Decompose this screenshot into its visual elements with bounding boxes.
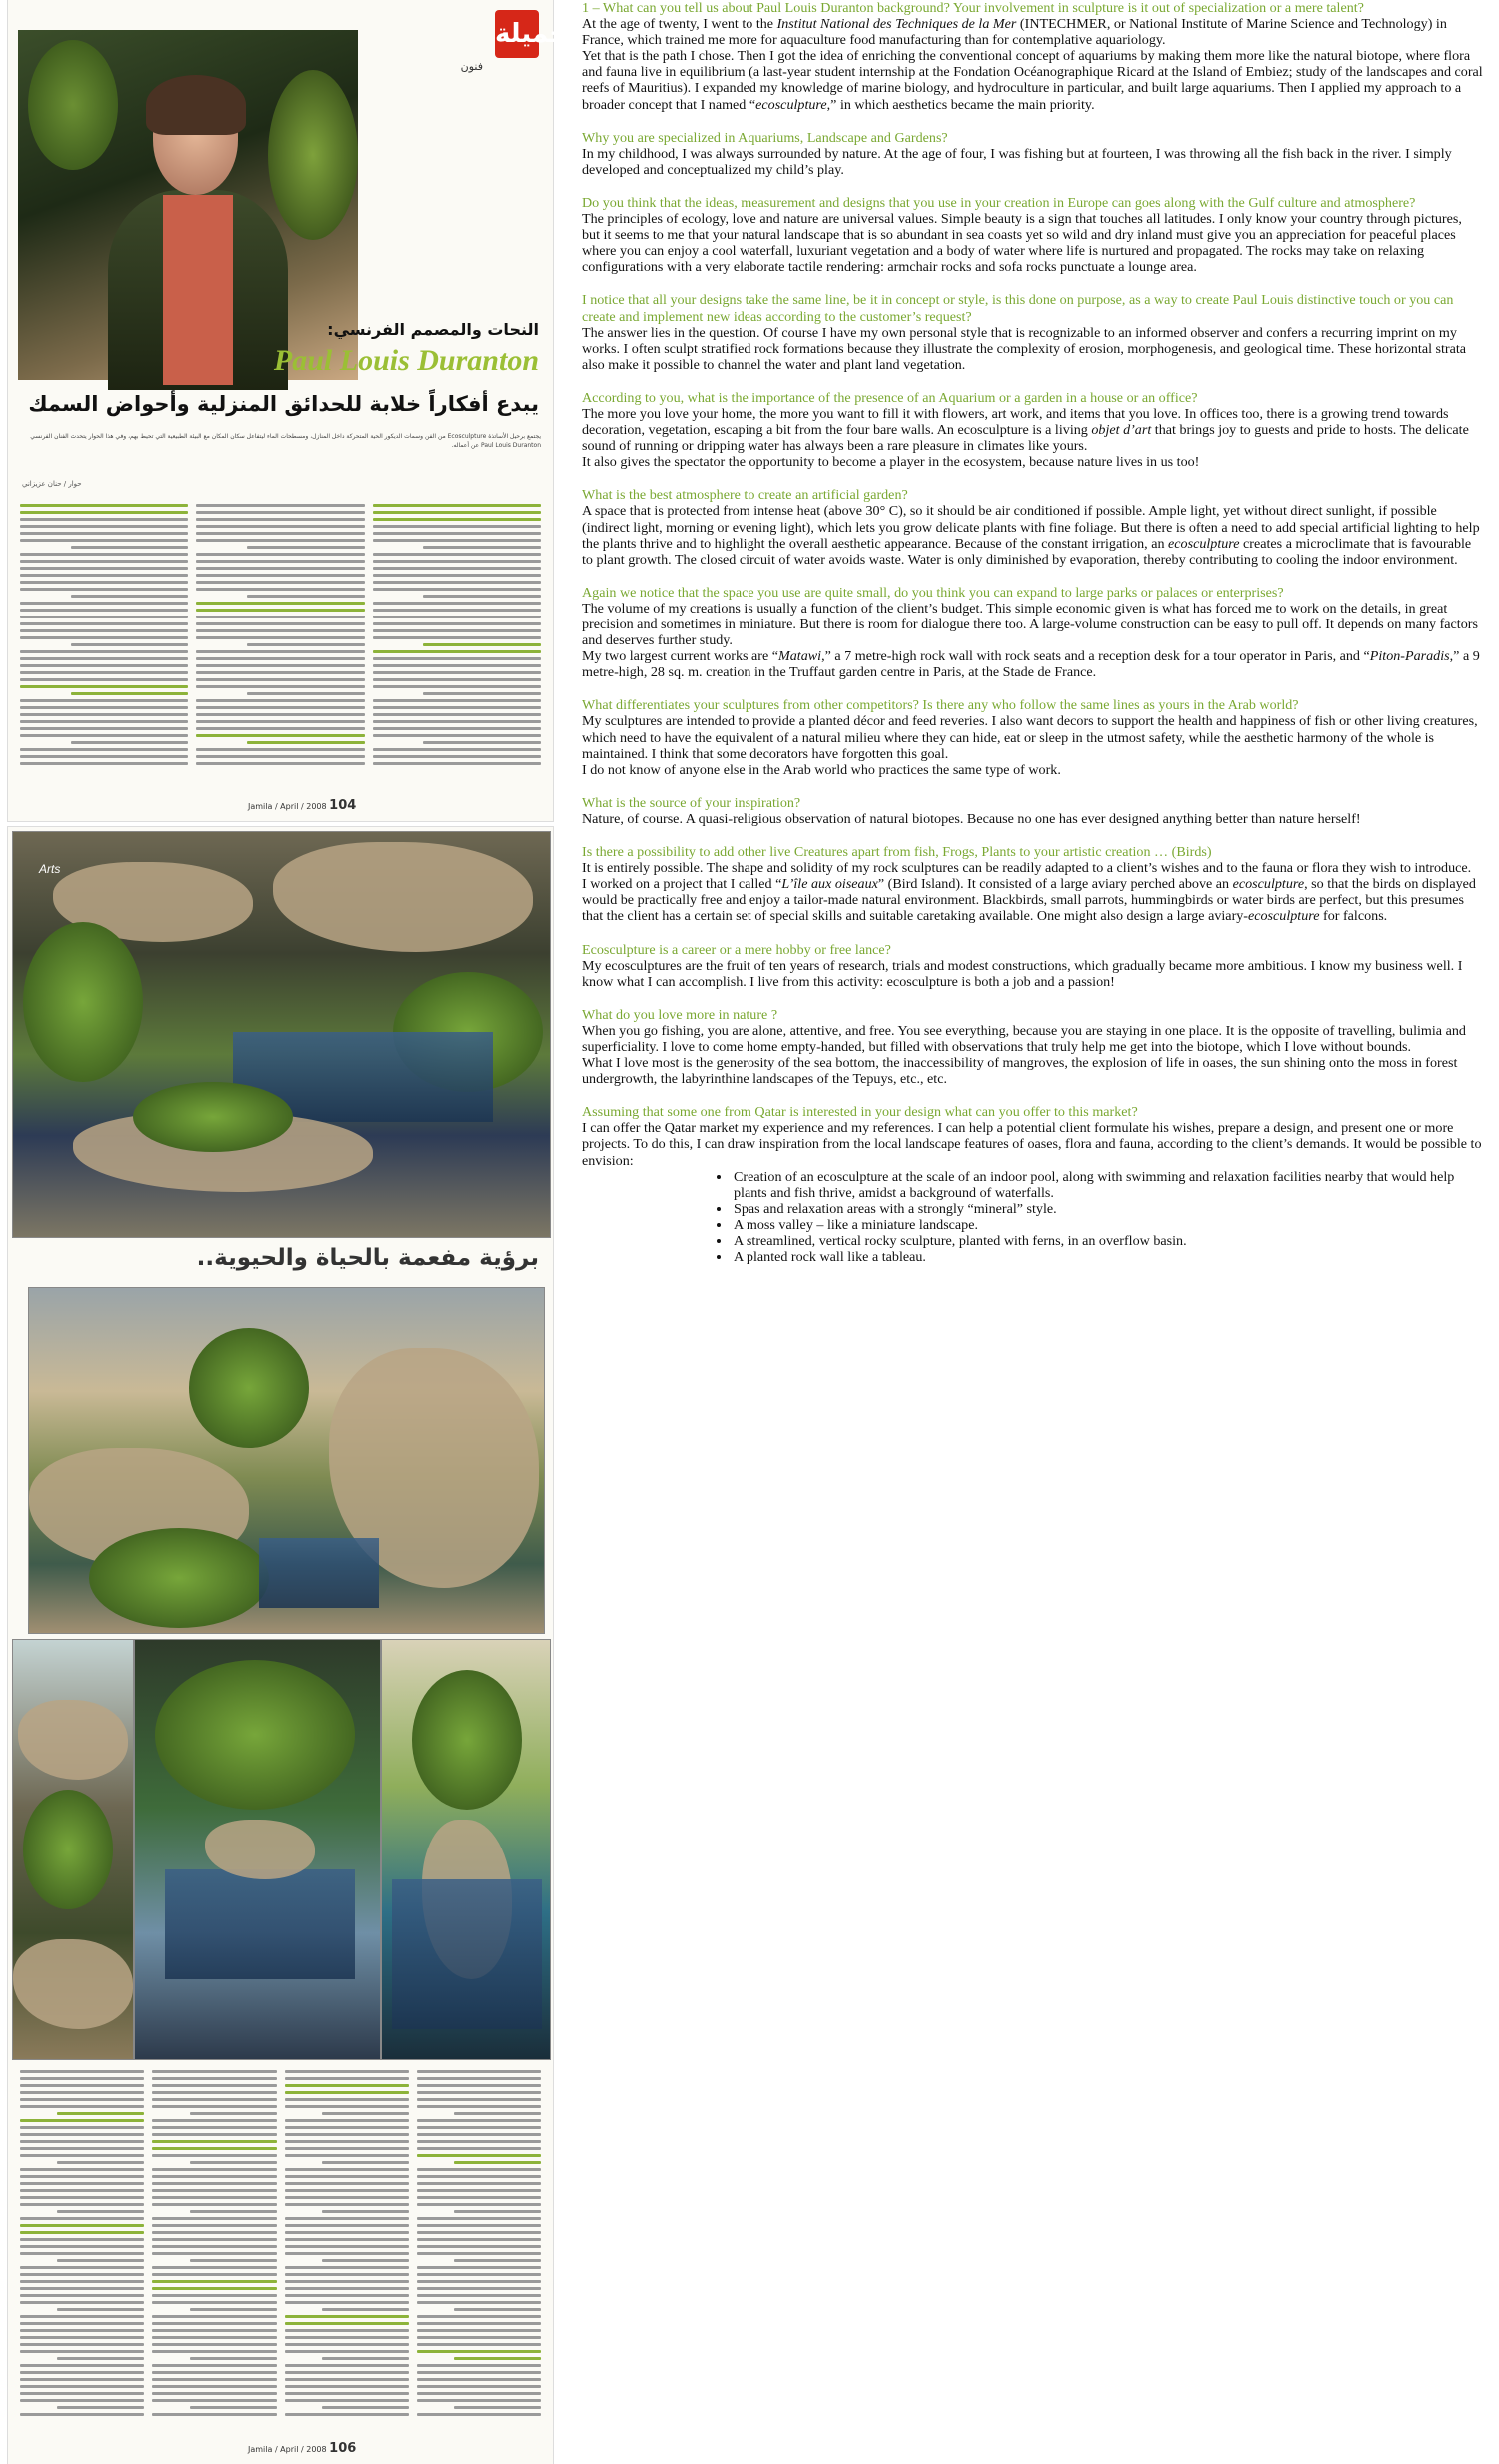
answer: [582, 406, 1483, 470]
list-item: • Creation of an ecosculpture at the scale of an indoor pool, along with swimming and relaxation facilities nearby that would help plants and fish thrive, amidst a background of waterfalls.: [732, 1169, 1483, 1201]
qa-block: [582, 795, 1483, 827]
list-item: • A moss valley – like a miniature landscape.: [732, 1217, 1483, 1233]
question: 1 – What can you tell us about Paul Louis Duranton background? Your involvement in sculpture is it out of specialization or a mere talent?: [582, 0, 1364, 16]
qa-block: [582, 585, 1483, 681]
ideas-list: [582, 1169, 1483, 1266]
page-folio-106: Jamila / April / 2008 106: [248, 2441, 357, 2456]
magazine-logo: جميلة: [495, 10, 539, 58]
answer-paragraph: When you go fishing, you are alone, attentive, and free. You see everything, because you are staying in one place. It is the opposite of travelling, bulimia and superficiality. I love to come home empty-handed, but filled with observations that truly help me get into the biotope, which I love without bounds.: [582, 1022, 1466, 1055]
question: What do you love more in nature ?: [582, 1006, 778, 1023]
qa-block: [582, 390, 1483, 470]
question: What is the best atmosphere to create an artificial garden?: [582, 487, 908, 504]
answer: [582, 713, 1483, 777]
question: Is there a possibility to add other live Creatures apart from fish, Frogs, Plants to your artistic creation … (Birds): [582, 844, 1212, 861]
qa-block: [582, 130, 1483, 178]
section-label: فنون: [460, 60, 483, 73]
question: Ecosculpture is a career or a mere hobby or free lance?: [582, 941, 891, 958]
qa-block: [582, 195, 1483, 275]
answer: [582, 601, 1483, 680]
answer-paragraph: The principles of ecology, love and nature are universal values. Simple beauty is a sign that touches all latitudes. I only know your country through pictures, but it seems to me that your natural landscape that is so abundant in sea coasts yet so wild and dry inland must give you an appreciation for peaceful places where you can enjoy a cool waterfall, luxuriant vegetation and a body of water where life is nurtured and propagated. The rocks may take on relaxing configurations with a very elaborate tactile rendering: armchair rocks and sofa rocks punctuate a lounge area.: [582, 211, 1462, 276]
answer-paragraph: What I love most is the generosity of the sea bottom, the inaccessibility of mangroves, the explosion of life in oases, the sun shining onto the moss in forest undergrowth, the labyrinthine landscapes of the Tepuys, etc., etc.: [582, 1055, 1458, 1088]
answer-paragraph: I do not know of anyone else in the Arab world who practices the same type of work.: [582, 761, 1061, 778]
answer-paragraph: Yet that is the path I chose. Then I got the idea of enriching the conventional concept of aquariums by making them more like the natural biotope, where flora and fauna live in equilibrium (a last-year student internship at the Fondation Océanographique Ricard at the Island of Embiez; study of the landscapes and coral reefs of Mauritius). I expanded my knowledge of marine biology, and hydroculture in particular, and built large aquariums. Then I applied my approach to a broader concept that I named “ecosculpture,” in which aesthetics became the main priority.: [582, 48, 1483, 113]
question: Again we notice that the space you use are quite small, do you think you can expand to large parks or palaces or enterprises?: [582, 584, 1284, 601]
question: What is the source of your inspiration?: [582, 794, 801, 811]
qa-block: [582, 1104, 1483, 1265]
answer: [582, 503, 1483, 567]
answer: [582, 811, 1483, 827]
question: Assuming that some one from Qatar is interested in your design what can you offer to this market?: [582, 1104, 1138, 1121]
page-folio-104: Jamila / April / 2008 104: [248, 798, 357, 813]
ecosculpture-photo-2: [28, 1287, 545, 1634]
interview-article: [582, 0, 1483, 1282]
qa-block: [582, 0, 1483, 113]
arabic-text-columns: [20, 500, 541, 779]
qa-block: [582, 292, 1483, 372]
ecosculpture-photo-3: [12, 1639, 134, 2060]
question: Why you are specialized in Aquariums, Landscape and Gardens?: [582, 129, 948, 146]
headline-arabic: يبدع أفكاراً خلابة للحدائق المنزلية وأحواض السمك: [28, 392, 539, 416]
answer-paragraph: It also gives the spectator the opportunity to become a player in the ecosystem, because nature lives in us too!: [582, 454, 1200, 471]
photo-caption-arabic: برؤية مفعمة بالحياة والحيوية..: [196, 1245, 539, 1271]
answer-paragraph: In my childhood, I was always surrounded by nature. At the age of four, I was fishing but at fourteen, I was throwing all the fish back in the river. I simply developed and conceptualized my child’s play.: [582, 145, 1452, 178]
list-item: • A planted rock wall like a tableau.: [732, 1249, 1483, 1265]
magazine-page-106: [8, 827, 553, 2464]
answer-paragraph: The more you love your home, the more you want to fill it with flowers, art work, and items that you love. In offices too, there is a growing trend towards decoration, vegetation, escaping a bit from the four bare walls. An ecosculpture is a living objet d’art that brings joy to guests and pride to hosts. The delicate sound of running or dripping water has always been a rare pleasure in climates like yours.: [582, 405, 1469, 455]
question: What differentiates your sculptures from other competitors? Is there any who follow the same lines as yours in the Arab world?: [582, 697, 1299, 714]
artist-name-heading: Paul Louis Duranton: [273, 344, 539, 377]
qa-block: [582, 697, 1483, 777]
arts-tag: Arts: [39, 862, 61, 876]
answer: [582, 211, 1483, 275]
answer-paragraph: My sculptures are intended to provide a planted décor and feed reveries. I also want decors to support the health and happiness of fish or other living creatures, which need to have the equivalent of a natural milieu where they can hide, eat or sleep in the utmost safety, while the aesthetic harmony of the whole is maintained. I think that some decorators have forgotten this goal.: [582, 713, 1478, 762]
ecosculpture-photo-4: [134, 1639, 381, 2060]
question: I notice that all your designs take the same line, be it in concept or style, is this done on purpose, as a way to create Paul Louis distinctive touch or you can create and implement new ideas according to the customer’s request?: [582, 292, 1454, 325]
answer: [582, 146, 1483, 178]
subtitle-arabic: النحات والمصمم الفرنسي:: [327, 320, 539, 339]
answer: [582, 1120, 1483, 1265]
magazine-scan: [0, 0, 569, 2464]
ecosculpture-photo-5: [381, 1639, 551, 2060]
magazine-page-104: [8, 0, 569, 821]
answer-paragraph: The volume of my creations is usually a function of the client’s budget. This simple economic given is what has forced me to work on the details, in great precision and sometimes in miniature. But there is room for dialogue there too. A large-volume construction can be easy to pull off. It depends on many factors and deserves further study.: [582, 600, 1478, 649]
qa-block: [582, 1007, 1483, 1087]
qa-block: [582, 487, 1483, 567]
list-item: • A streamlined, vertical rocky sculpture, planted with ferns, in an overflow basin.: [732, 1233, 1483, 1249]
answer-paragraph: It is entirely possible. The shape and solidity of my rock sculptures can be readily adapted to a client’s wishes and to the fauna or flora they wish to introduce.: [582, 860, 1472, 877]
answer: [582, 325, 1483, 373]
qa-block: [582, 942, 1483, 990]
answer-paragraph: At the age of twenty, I went to the Institut National des Techniques de la Mer (INTECHMER, or National Institute of Marine Science and Technology) in France, which trained me more for aquaculture food manufacturing than for contemplative aquariology.: [582, 16, 1447, 49]
question: Do you think that the ideas, measurement and designs that you use in your creation in Europe can goes along with the Gulf culture and atmosphere?: [582, 194, 1416, 211]
arabic-text-columns-lower: [20, 2066, 541, 2436]
answer: [582, 1023, 1483, 1087]
portrait-photo: [18, 30, 358, 380]
answer-paragraph: A space that is protected from intense heat (above 30° C), so it should be air conditioned if possible. Ample light, yet without direct sunlight, if possible (indirect light, morning or evening light), which lets you grow delicate plants with fine foliage. But there is often a need to add special artificial lighting to help the plants thrive and to highlight the overall aesthetic appearance. Because of the constant irrigation, an ecosculpture creates a microclimate that is favourable to plant growth. The closed circuit of water avoids waste. Water is only diminished by evaporation, thereby contributing to cooling the indoor environment.: [582, 503, 1480, 568]
answer-paragraph: Nature, of course. A quasi-religious observation of natural biotopes. Because no one has ever designed anything better than nature herself!: [582, 810, 1361, 827]
answer: [582, 958, 1483, 990]
ecosculpture-photo-1: [12, 831, 551, 1238]
interview-credit: حوار / حنان عزيزاني: [22, 480, 82, 488]
answer-paragraph: My two largest current works are “Matawi,” a 7 metre-high rock wall with rock seats and a reception desk for a tour operator in Paris, and “Piton-Paradis,” a 9 metre-high, 28 sq. m. creation in the Truffaut garden centre in Paris, at the Stade de France.: [582, 648, 1480, 681]
answer-paragraph: I worked on a project that I called “L’île aux oiseaux” (Bird Island). It consisted of a large aviary perched above an ecosculpture, so that the birds on displayed would be practically free and enjoy a tailor-made natural environment. Blackbirds, small parrots, hummingbirds or water birds are perfect, but this presumes that the client has a certain set of special skills and suitable caretaking available. One might also design a large aviary-ecosculpture for falcons.: [582, 876, 1476, 925]
answer-paragraph: I can offer the Qatar market my experience and my references. I can help a potential client formulate his wishes, prepare a design, and present one or more projects. To do this, I can draw inspiration from the local landscape features of oases, flora and fauna, according to the client’s demands. It would be possible to envision:: [582, 1120, 1482, 1169]
question: According to you, what is the importance of the presence of an Aquarium or a garden in a house or an office?: [582, 389, 1198, 406]
list-item: • Spas and relaxation areas with a strongly “mineral” style.: [732, 1201, 1483, 1217]
lede-arabic: يجتمع برحيل الأساتذة Ecosculpture من الفن وسمات الديكور الحية المتحركة داخل المنازل، ومسطحات الماء ليتفاعل سكان المكان مع البيئة الطبيعية التي تحيط بهم، وفي هذا الحوار يتحدث الفنان الفرنسي Paul Louis Duranton عن أعماله.: [30, 433, 541, 449]
answer: [582, 16, 1483, 113]
answer-paragraph: The answer lies in the question. Of course I have my own personal style that is recognizable to an informed observer and confers a recurring imprint on my works. I often sculpt stratified rock formations because they illustrate the complexity of erosion, morphogenesis, and geological time. These horizontal strata also make it possible to channel the water and plant land vegetation.: [582, 324, 1467, 373]
answer: [582, 860, 1483, 924]
answer-paragraph: My ecosculptures are the fruit of ten years of research, trials and modest constructions, which gradually became more ambitious. I know my business well. I know what I can accomplish. I live from this activity: ecosculpture is both a job and a passion!: [582, 957, 1463, 990]
qa-block: [582, 844, 1483, 924]
